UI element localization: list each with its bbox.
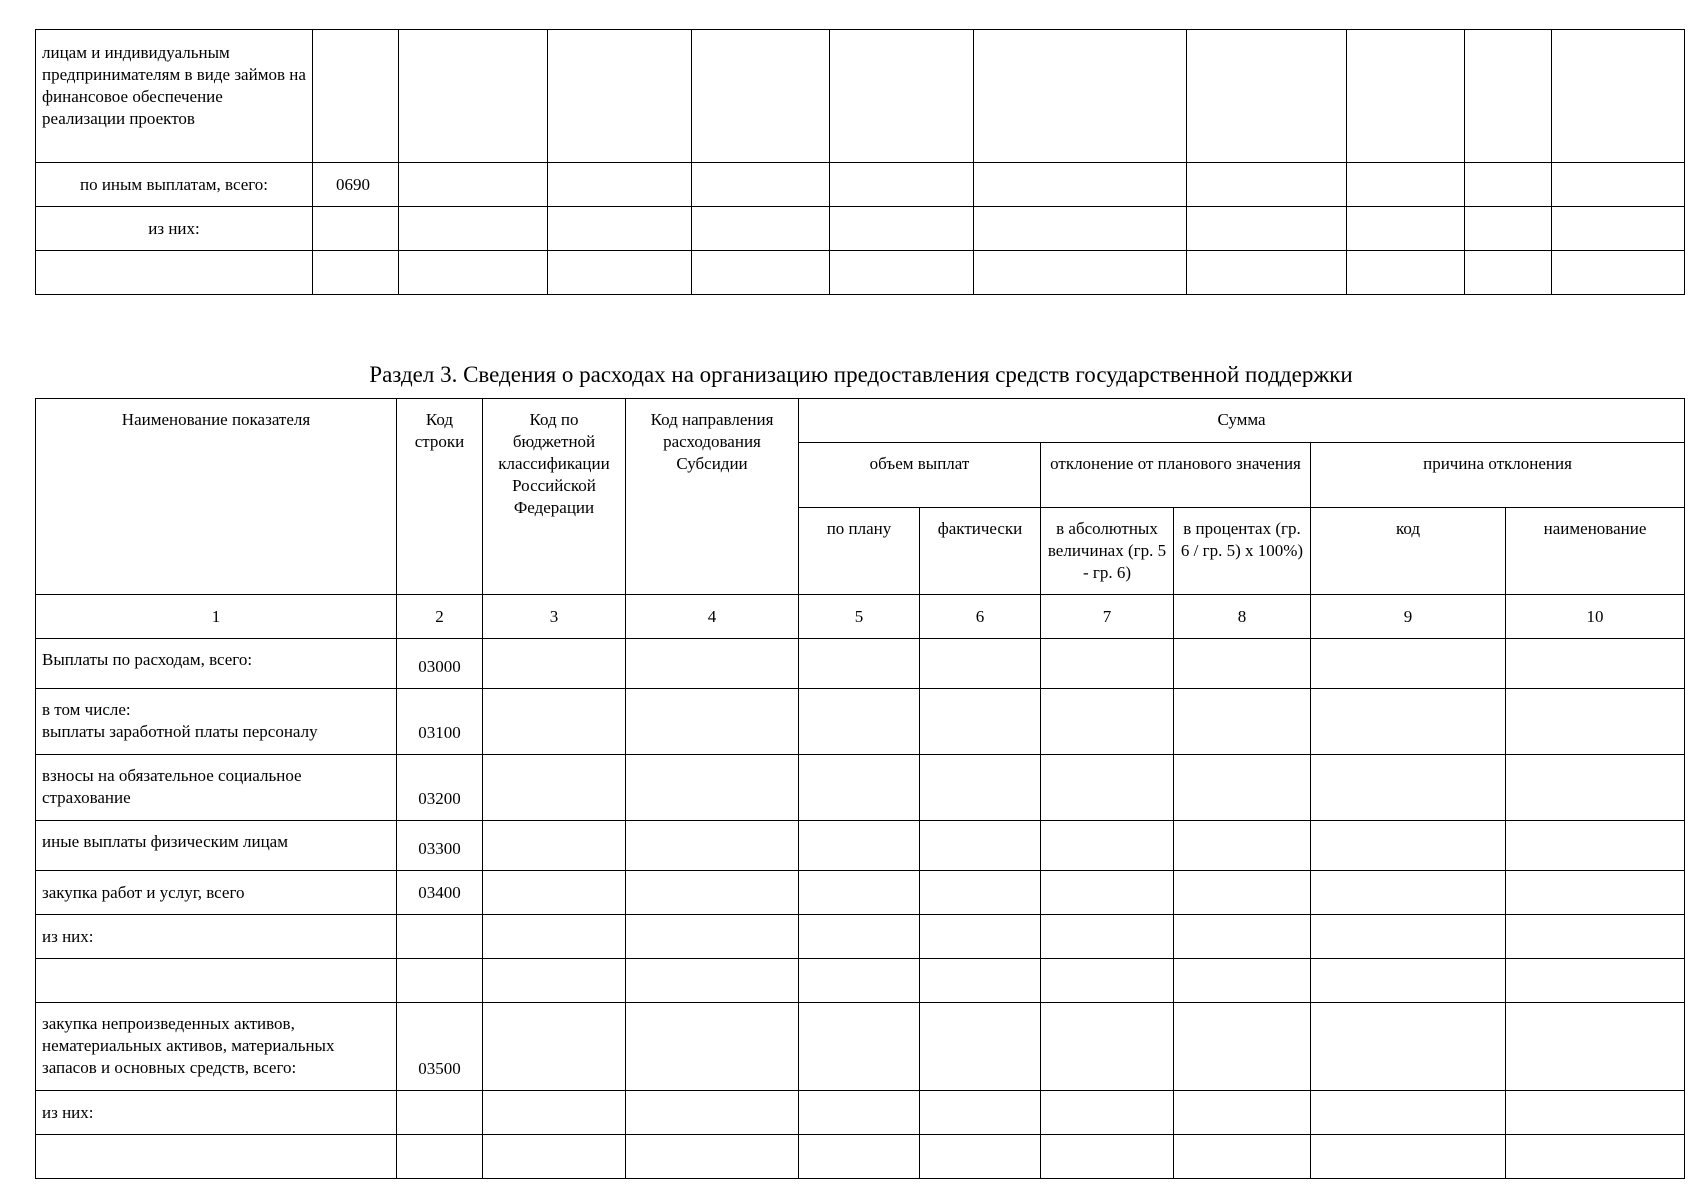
table-cell[interactable] [1465, 30, 1552, 163]
header-actual: фактически [920, 508, 1041, 595]
table-cell[interactable] [548, 30, 692, 163]
table-cell[interactable] [830, 30, 974, 163]
table-row [36, 755, 1685, 821]
table-cell[interactable] [36, 251, 313, 295]
table-cell[interactable] [920, 639, 1041, 689]
table-cell[interactable] [920, 821, 1041, 871]
table-row [36, 1003, 1685, 1091]
table-cell[interactable] [799, 639, 920, 689]
table-cell[interactable] [548, 207, 692, 251]
table-row [36, 689, 1685, 755]
table-cell[interactable] [1506, 1091, 1685, 1135]
table-cell[interactable] [399, 207, 548, 251]
table-cell[interactable] [399, 251, 548, 295]
row-label: закупка непроизведенных активов, нематериальных активов, материальных запасов и основных средств, всего: [36, 1003, 397, 1091]
table-cell[interactable] [799, 1091, 920, 1135]
table-cell[interactable] [1041, 1135, 1174, 1179]
table-cell[interactable] [974, 163, 1187, 207]
row-code: 03400 [397, 871, 483, 915]
table-cell[interactable] [626, 1003, 799, 1091]
table-cell[interactable] [1174, 1091, 1311, 1135]
table-cell[interactable] [1187, 207, 1347, 251]
row-label: закупка работ и услуг, всего [36, 871, 397, 915]
table-cell[interactable] [1347, 30, 1465, 163]
table-cell[interactable] [626, 959, 799, 1003]
header-direction-code: Код направления расходования Субсидии [626, 399, 799, 595]
table-cell[interactable] [483, 639, 626, 689]
table-cell[interactable] [1311, 689, 1506, 755]
header-reason-name: наименование [1506, 508, 1685, 595]
table-cell[interactable] [1174, 871, 1311, 915]
table-cell[interactable] [799, 915, 920, 959]
table-cell[interactable] [397, 915, 483, 959]
row-code: 03300 [397, 821, 483, 871]
table-cell[interactable] [1552, 251, 1685, 295]
row-label: иные выплаты физическим лицам [36, 821, 397, 871]
table-cell[interactable] [1311, 1091, 1506, 1135]
table-cell[interactable] [397, 1091, 483, 1135]
header-plan: по плану [799, 508, 920, 595]
header-reason: причина отклонения [1311, 443, 1685, 508]
table-cell[interactable] [1311, 639, 1506, 689]
table-cell[interactable] [626, 639, 799, 689]
table-cell[interactable] [313, 251, 399, 295]
table-cell[interactable] [1311, 915, 1506, 959]
row-label-other-payments: по иным выплатам, всего: [36, 163, 313, 207]
table-cell[interactable] [483, 1135, 626, 1179]
table-cell[interactable] [830, 207, 974, 251]
table-cell[interactable] [920, 959, 1041, 1003]
table-cell[interactable] [1506, 959, 1685, 1003]
table-cell[interactable] [1174, 915, 1311, 959]
table-cell[interactable] [1041, 639, 1174, 689]
table-cell[interactable] [313, 207, 399, 251]
table-cell[interactable] [799, 1135, 920, 1179]
table-row [36, 639, 1685, 689]
column-number: 2 [397, 595, 483, 639]
table-cell[interactable] [399, 163, 548, 207]
table-cell[interactable] [1041, 1003, 1174, 1091]
table-cell[interactable] [1187, 251, 1347, 295]
table-cell[interactable] [920, 1135, 1041, 1179]
table-cell[interactable] [974, 207, 1187, 251]
table-cell[interactable] [1174, 755, 1311, 821]
table-cell[interactable] [1506, 821, 1685, 871]
table-cell[interactable] [1552, 207, 1685, 251]
table-cell[interactable] [692, 30, 830, 163]
table-cell[interactable] [626, 689, 799, 755]
table-cell[interactable] [483, 871, 626, 915]
table-cell[interactable] [483, 755, 626, 821]
table-cell[interactable] [483, 689, 626, 755]
header-absolute: в абсолютных величинах (гр. 5 - гр. 6) [1041, 508, 1174, 595]
table-cell[interactable] [399, 30, 548, 163]
header-sum: Сумма [799, 399, 1685, 443]
column-number: 6 [920, 595, 1041, 639]
table-cell[interactable] [397, 1135, 483, 1179]
table-cell[interactable] [799, 871, 920, 915]
column-number: 8 [1174, 595, 1311, 639]
table-cell[interactable] [1187, 163, 1347, 207]
section-3-title: Раздел 3. Сведения о расходах на организацию предоставления средств государственной поддержки [369, 362, 1353, 387]
table-cell[interactable] [1174, 821, 1311, 871]
table-cell[interactable] [1041, 959, 1174, 1003]
table-cell[interactable] [1174, 1003, 1311, 1091]
table-cell[interactable] [692, 251, 830, 295]
table-cell[interactable] [626, 1091, 799, 1135]
table-cell[interactable] [920, 871, 1041, 915]
row-label-of-them: из них: [36, 207, 313, 251]
table-cell[interactable] [548, 251, 692, 295]
table-cell[interactable] [1041, 689, 1174, 755]
table-cell[interactable] [1187, 30, 1347, 163]
table-cell[interactable] [626, 1135, 799, 1179]
column-number: 4 [626, 595, 799, 639]
table-cell[interactable] [1041, 1091, 1174, 1135]
table-cell[interactable] [1174, 959, 1311, 1003]
row-label: из них: [36, 1091, 397, 1135]
table-cell[interactable] [799, 1003, 920, 1091]
table-cell[interactable] [1506, 689, 1685, 755]
row-label-line: выплаты заработной платы персоналу [42, 722, 318, 741]
table-cell[interactable] [1347, 207, 1465, 251]
header-reason-code: код [1311, 508, 1506, 595]
table-cell[interactable] [1506, 915, 1685, 959]
table-cell[interactable] [397, 959, 483, 1003]
row-label: из них: [36, 915, 397, 959]
table-row [36, 871, 1685, 915]
header-line-code: Код строки [397, 399, 483, 595]
table-cell[interactable] [626, 821, 799, 871]
header-percent: в процентах (гр. 6 / гр. 5) x 100%) [1174, 508, 1311, 595]
table-cell[interactable] [920, 1003, 1041, 1091]
table-row [36, 30, 1685, 163]
row-label [36, 689, 397, 755]
row-code: 03500 [397, 1003, 483, 1091]
table-cell[interactable] [692, 163, 830, 207]
table-cell[interactable] [1347, 251, 1465, 295]
table-cell[interactable] [920, 1091, 1041, 1135]
table-cell[interactable] [1506, 1135, 1685, 1179]
table-cell[interactable] [548, 163, 692, 207]
table-cell[interactable] [1174, 689, 1311, 755]
table-row [36, 163, 1685, 207]
table-cell[interactable] [799, 959, 920, 1003]
header-deviation: отклонение от планового значения [1041, 443, 1311, 508]
table-cell[interactable] [313, 30, 399, 163]
row-code: 03100 [397, 689, 483, 755]
table-cell[interactable] [1465, 163, 1552, 207]
table-cell[interactable] [799, 689, 920, 755]
table-cell[interactable] [1506, 755, 1685, 821]
table-cell[interactable] [1506, 639, 1685, 689]
table-cell[interactable] [1506, 871, 1685, 915]
row-code: 03200 [397, 755, 483, 821]
section-3-table [35, 398, 1685, 1179]
table-cell[interactable] [830, 251, 974, 295]
column-number: 3 [483, 595, 626, 639]
table-cell[interactable] [626, 915, 799, 959]
table-row [36, 959, 1685, 1003]
table-cell[interactable] [1041, 755, 1174, 821]
table-cell[interactable] [974, 251, 1187, 295]
table-row [36, 1091, 1685, 1135]
table-cell[interactable] [692, 207, 830, 251]
table-cell[interactable] [920, 755, 1041, 821]
table-cell[interactable] [483, 915, 626, 959]
table-cell[interactable] [1041, 821, 1174, 871]
table-cell[interactable] [1311, 1003, 1506, 1091]
table-cell[interactable] [1311, 871, 1506, 915]
table-cell[interactable] [1311, 959, 1506, 1003]
table-cell[interactable] [920, 915, 1041, 959]
table-cell[interactable] [1041, 871, 1174, 915]
row-label-loans: лицам и индивидуальным предпринимателям в виде займов на финансовое обеспечение реализации проектов [36, 30, 313, 163]
table-cell[interactable] [1552, 163, 1685, 207]
row-label: Выплаты по расходам, всего: [36, 639, 397, 689]
table-row [36, 915, 1685, 959]
column-number: 10 [1506, 595, 1685, 639]
table-cell[interactable] [1041, 915, 1174, 959]
table-cell[interactable] [1311, 821, 1506, 871]
column-number: 1 [36, 595, 397, 639]
row-code: 03000 [397, 639, 483, 689]
previous-section-table [35, 29, 1685, 295]
column-number: 9 [1311, 595, 1506, 639]
column-numbers-row [36, 595, 1685, 639]
table-cell[interactable] [36, 959, 397, 1003]
table-row [36, 251, 1685, 295]
table-cell[interactable] [974, 30, 1187, 163]
table-cell[interactable] [1465, 207, 1552, 251]
table-cell[interactable] [799, 821, 920, 871]
table-cell[interactable] [1506, 1003, 1685, 1091]
table-cell[interactable] [1347, 163, 1465, 207]
table-cell[interactable] [920, 689, 1041, 755]
table-cell[interactable] [483, 1003, 626, 1091]
table-cell[interactable] [1174, 1135, 1311, 1179]
table-cell[interactable] [1465, 251, 1552, 295]
table-cell[interactable] [830, 163, 974, 207]
table-cell[interactable] [1174, 639, 1311, 689]
column-number: 7 [1041, 595, 1174, 639]
table-cell[interactable] [483, 1091, 626, 1135]
header-volume: объем выплат [799, 443, 1041, 508]
header-indicator-name: Наименование показателя [36, 399, 397, 595]
row-label-line: в том числе: [42, 700, 131, 719]
table-cell[interactable] [626, 755, 799, 821]
table-cell[interactable] [1311, 755, 1506, 821]
table-cell[interactable] [1311, 1135, 1506, 1179]
table-cell[interactable] [36, 1135, 397, 1179]
column-number: 5 [799, 595, 920, 639]
table-cell[interactable] [483, 821, 626, 871]
header-budget-code: Код по бюджетной классификации Российской Федерации [483, 399, 626, 595]
table-row [36, 1135, 1685, 1179]
table-row [36, 207, 1685, 251]
row-label: взносы на обязательное социальное страхование [36, 755, 397, 821]
table-row [36, 821, 1685, 871]
table-cell[interactable] [483, 959, 626, 1003]
table-cell[interactable] [799, 755, 920, 821]
table-cell[interactable] [626, 871, 799, 915]
header-row [36, 399, 1685, 443]
table-cell[interactable] [1552, 30, 1685, 163]
row-code-0690: 0690 [313, 163, 399, 207]
